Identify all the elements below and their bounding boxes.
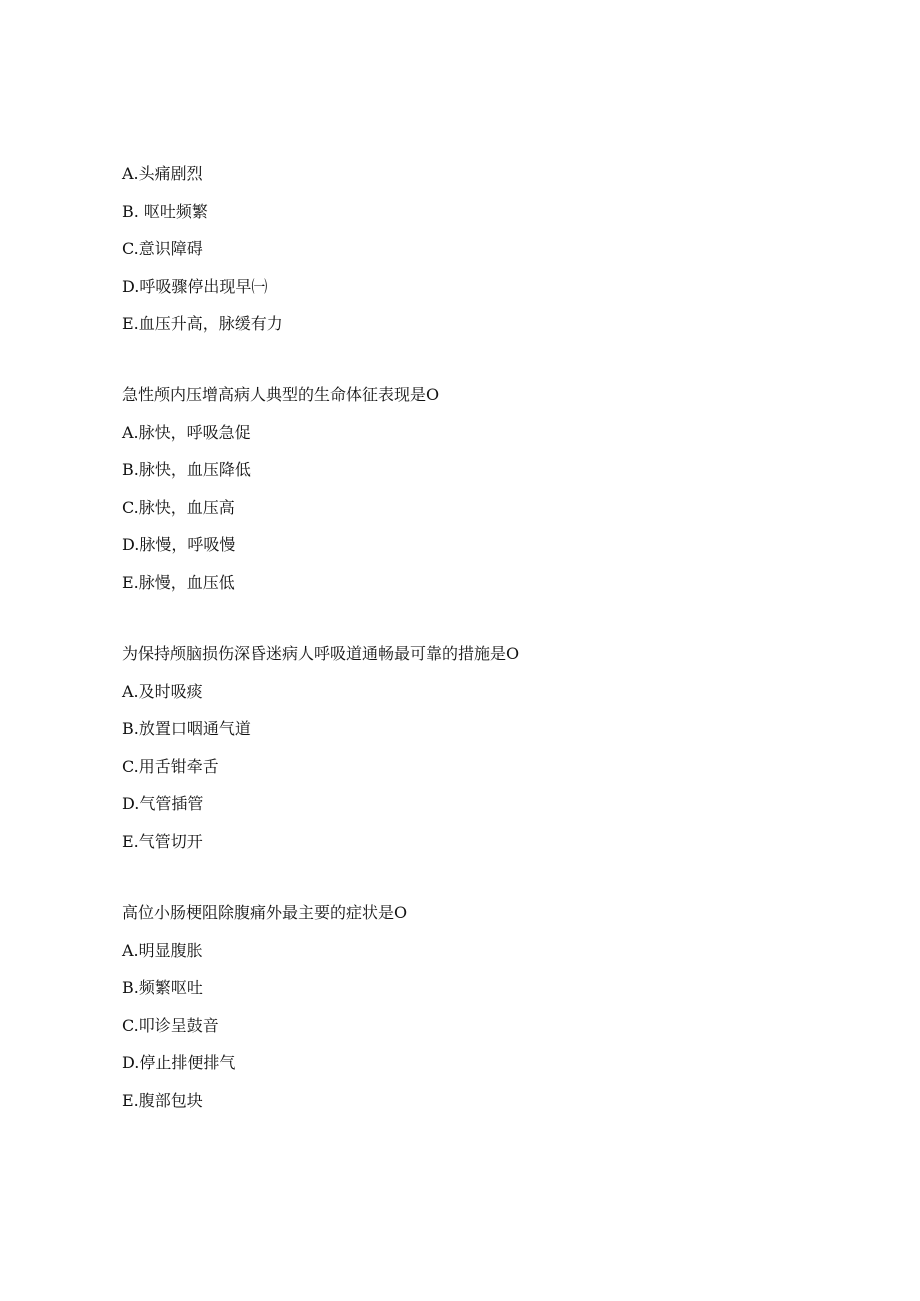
- question-stem: 急性颅内压增高病人典型的生命体征表现是O: [122, 385, 440, 404]
- question-stem: 高位小肠梗阻除腹痛外最主要的症状是O: [122, 903, 408, 922]
- option-b: B.放置口咽通气道: [122, 719, 251, 738]
- option-c: C.叩诊呈鼓音: [122, 1015, 219, 1035]
- option-e: E.脉慢，血压低: [122, 572, 235, 592]
- option-a: A.脉快，呼吸急促: [122, 422, 251, 442]
- question-block-1: [122, 155, 842, 343]
- option-d: D.呼吸骤停出现早㈠: [122, 276, 268, 296]
- option-b: B.脉快，血压降低: [122, 460, 251, 479]
- option-a: A.明显腹胀: [122, 940, 203, 960]
- option-d: D.气管插管: [122, 794, 204, 813]
- question-block-2: [122, 376, 842, 601]
- option-d: D.停止排便排气: [122, 1053, 236, 1072]
- option-c: C.用舌钳牵舌: [122, 756, 219, 776]
- option-a: A.头痛剧烈: [122, 164, 203, 183]
- option-c: C.脉快，血压高: [122, 497, 235, 517]
- question-stem: 为保持颅脑损伤深昏迷病人呼吸道通畅最可靠的措施是O: [122, 644, 520, 663]
- option-e: E.气管切开: [122, 831, 203, 851]
- option-c: C.意识障碍: [122, 239, 203, 258]
- option-b: B. 呕吐频繁: [122, 201, 208, 221]
- question-block-3: [122, 635, 842, 860]
- option-e: E.血压升高，脉缓有力: [122, 314, 283, 333]
- option-b: B.频繁呕吐: [122, 978, 203, 997]
- option-a: A.及时吸痰: [122, 681, 203, 701]
- option-d: D.脉慢，呼吸慢: [122, 535, 236, 554]
- option-e: E.腹部包块: [122, 1090, 203, 1110]
- question-block-4: [122, 894, 842, 1119]
